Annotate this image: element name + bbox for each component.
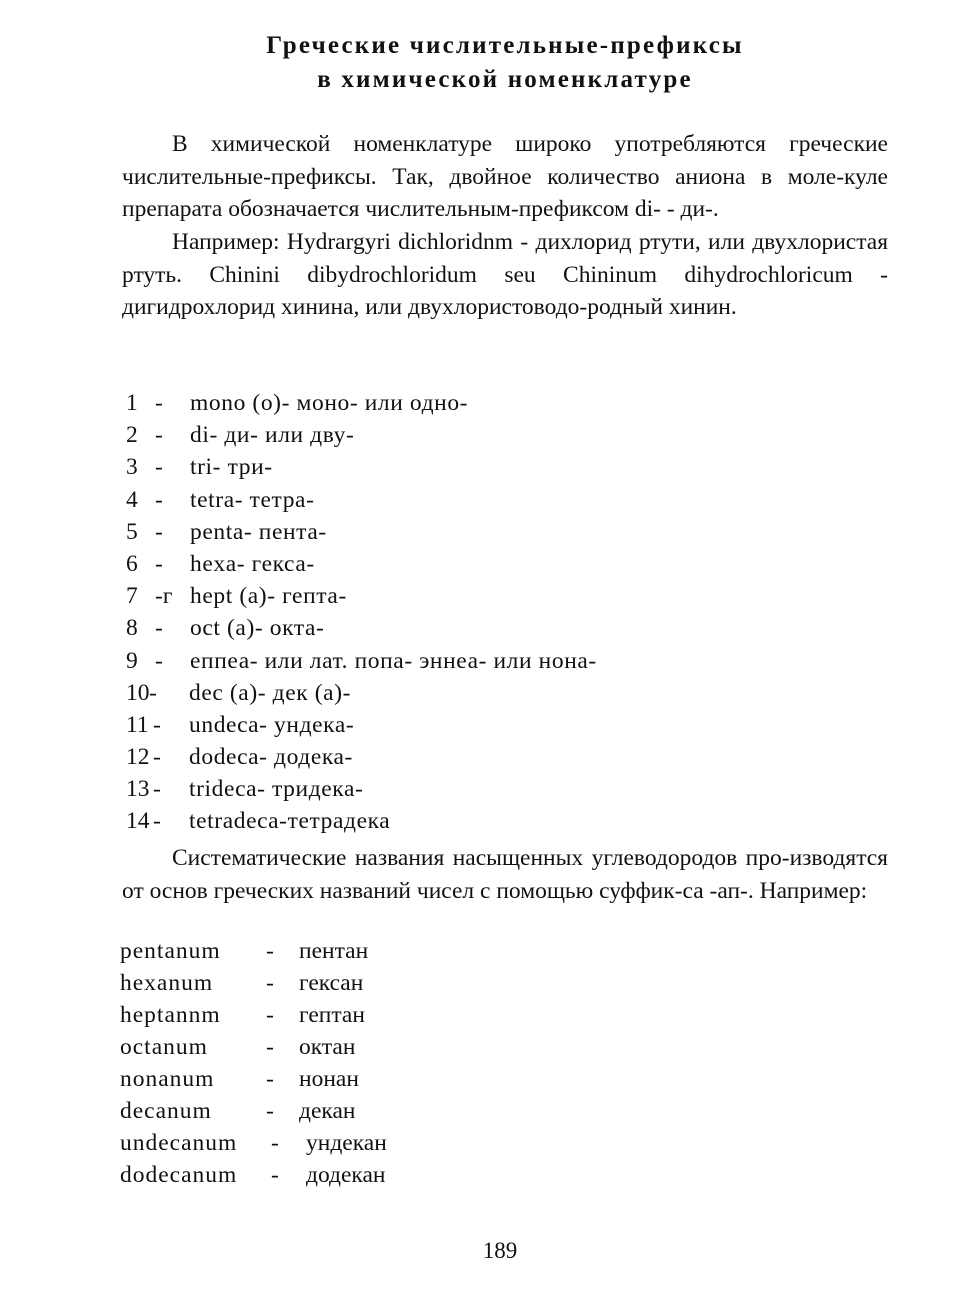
list-item: 3 - tri- три- xyxy=(126,454,273,480)
intro-paragraph xyxy=(122,128,888,226)
list-item: 8 - oct (a)- окта- xyxy=(126,615,325,641)
list-item: dodecanum - додекан xyxy=(120,1162,386,1188)
list-item: 4 - tetra- тетра- xyxy=(126,487,315,513)
list-item: nonanum - нонан xyxy=(120,1066,359,1092)
list-item: 12 - dodeca- додека- xyxy=(126,744,353,770)
list-item: heptannm - гептан xyxy=(120,1002,365,1028)
list-item: 5 - penta- пента- xyxy=(126,519,327,545)
list-item: decanum - декан xyxy=(120,1098,356,1124)
list-item: 13 - trideca- тридека- xyxy=(126,776,364,802)
list-item: 9 - еппеа- или лат. попа- эннеа- или нона- xyxy=(126,648,597,674)
list-item: 6 - hexa- гекса- xyxy=(126,551,315,577)
list-item: 7 -г hept (a)- гепта- xyxy=(126,583,347,609)
list-item: 11 - undeca- ундека- xyxy=(126,712,355,738)
alkane-paragraph xyxy=(122,842,888,907)
list-item: pentanum - пентан xyxy=(120,938,369,964)
page-number: 189 xyxy=(482,1238,518,1263)
list-item: hexanum - гексан xyxy=(120,970,364,996)
list-item: 10 - dec (a)- дек (a)- xyxy=(126,680,352,706)
intro-paragraph-text: В химической номенклатуре широко употребляются греческие числительные-префиксы. Так, двойное количество аниона в моле-куле препарата обозначается числительным-префиксом di- - ди-. xyxy=(122,131,888,222)
page-title-line-1: Греческие числительные-префиксы xyxy=(266,32,744,59)
page-title-line-2: в химической номенклатуре xyxy=(317,66,693,93)
list-item: 14 - tetradeca-тетрадека xyxy=(126,808,391,834)
alkane-paragraph-text: Систематические названия насыщенных углеводородов про-изводятся от основ греческих названий чисел с помощью суффик-са -ап-. Например: xyxy=(122,845,888,904)
list-item: octanum - октан xyxy=(120,1034,356,1060)
list-item: 1 - mono (o)- моно- или одно- xyxy=(126,390,469,416)
list-item: 2 - di- ди- или дву- xyxy=(126,422,355,448)
example-paragraph-text: Например: Hydrargyri dichloridnm - дихлорид ртути, или двухлористая ртуть. Chinini dibydrochloridum seu Chininum dihydrochloricum - дигидрохлорид хинина, или двухлористоводо-родный хинин. xyxy=(122,229,888,320)
list-item: undecanum - ундекан xyxy=(120,1130,387,1156)
example-paragraph xyxy=(122,226,888,324)
